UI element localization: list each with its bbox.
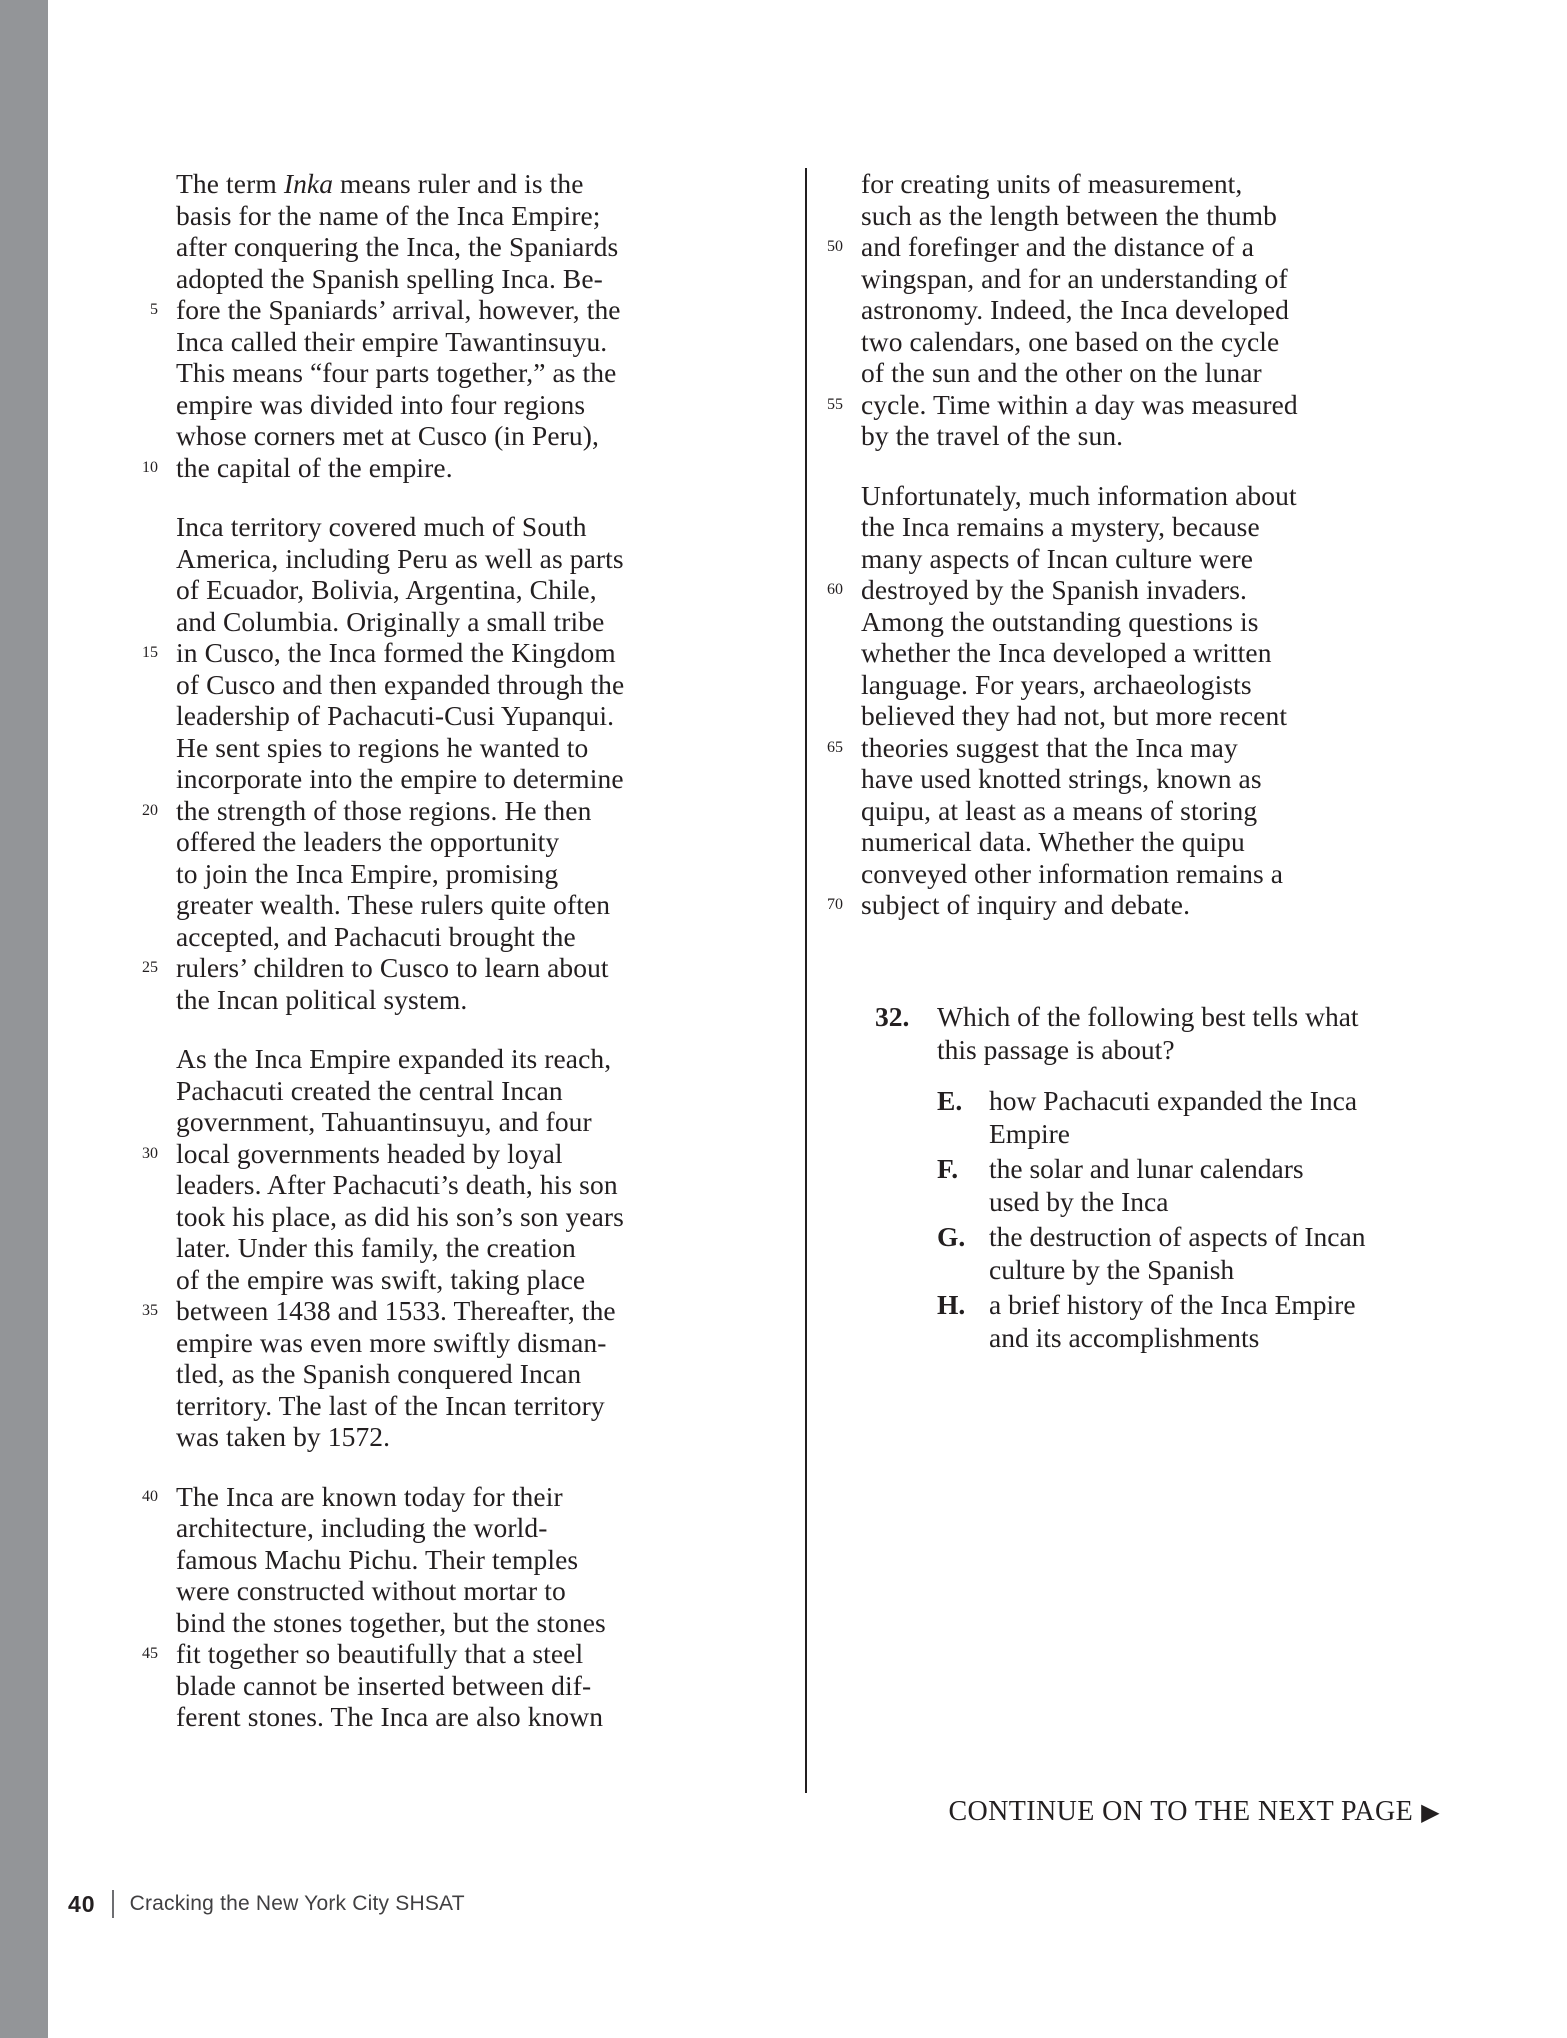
passage-line — [118, 952, 713, 984]
passage-line-text: in Cusco, the Inca formed the Kingdom — [176, 637, 616, 668]
passage-line — [118, 637, 713, 669]
answer-choice[interactable] — [937, 1288, 1475, 1354]
answer-choice-line-2: Empire — [989, 1118, 1070, 1149]
passage-line-text: of the sun and the other on the lunar — [861, 357, 1262, 388]
passage-line-text: the Incan political system. — [176, 983, 468, 1015]
passage-line — [118, 1670, 713, 1702]
passage-line — [118, 1390, 713, 1422]
passage-line — [803, 858, 1398, 890]
passage-line — [118, 574, 713, 606]
passage-line — [118, 606, 713, 638]
passage-line-text: Inca territory covered much of South — [176, 511, 587, 542]
passage-line — [118, 1327, 713, 1359]
line-number: 35 — [142, 1302, 158, 1319]
passage-line — [803, 669, 1398, 701]
passage-line-text: The term Inka means ruler and is the — [176, 168, 584, 199]
passage-line-text: believed they had not, but more recent — [861, 700, 1288, 731]
answer-choices — [875, 1084, 1475, 1354]
passage-line-text: astronomy. Indeed, the Inca developed — [861, 294, 1290, 325]
passage-line-text: rulers’ children to Cusco to learn about — [176, 952, 609, 983]
passage-line — [118, 357, 713, 389]
continue-label: CONTINUE ON TO THE NEXT PAGE — [948, 1796, 1414, 1827]
line-number: 65 — [827, 738, 843, 756]
passage-line-text: of Cusco and then expanded through the — [176, 668, 625, 700]
passage-line-text: many aspects of Incan culture were — [861, 542, 1254, 574]
passage-line-text: whether the Inca developed a written — [861, 637, 1272, 668]
passage-paragraph — [803, 480, 1398, 921]
passage-line — [803, 543, 1398, 575]
footer-divider — [112, 1890, 114, 1918]
passage-line — [118, 826, 713, 858]
question-block — [875, 1000, 1475, 1356]
passage-line-text: Inca called their empire Tawantinsuyu. — [176, 325, 608, 357]
passage-line — [803, 637, 1398, 669]
continue-notice — [948, 1795, 1440, 1830]
passage-line-text: cycle. Time within a day was measured — [861, 388, 1298, 420]
passage-line — [118, 231, 713, 263]
passage-line-text: fore the Spaniards’ arrival, however, the — [176, 294, 621, 325]
passage-line-text: the strength of those regions. He then — [176, 794, 592, 826]
line-number: 20 — [142, 801, 158, 819]
passage-line-text: This means “four parts together,” as the — [176, 357, 617, 388]
passage-line-text: accepted, and Pachacuti brought the — [176, 920, 576, 952]
passage-line — [118, 1169, 713, 1201]
question-stem — [937, 1000, 1475, 1066]
passage-line-text: after conquering the Inca, the Spaniards — [176, 231, 619, 262]
line-number: 45 — [142, 1645, 158, 1662]
passage-line-text: and forefinger and the distance of a — [861, 231, 1255, 262]
passage-line-text: to join the Inca Empire, promising — [176, 857, 559, 889]
passage-line — [803, 826, 1398, 858]
passage-line-text: conveyed other information remains a — [861, 857, 1284, 889]
passage-line-text: were constructed without mortar to — [176, 1575, 566, 1606]
page-number: 40 — [68, 1890, 96, 1917]
passage-right-column — [743, 168, 1398, 921]
passage-line — [118, 1607, 713, 1639]
passage-line-text: The Inca are known today for their — [176, 1480, 563, 1512]
answer-choice-letter: G. — [937, 1221, 966, 1252]
passage-line-text: whose corners met at Cusco (in Peru), — [176, 420, 599, 451]
book-title: Cracking the New York City SHSAT — [129, 1892, 465, 1915]
passage-line-text: famous Machu Pichu. Their temples — [176, 1543, 579, 1575]
passage-line — [118, 669, 713, 701]
answer-choice[interactable] — [937, 1220, 1475, 1286]
passage-line — [118, 984, 713, 1016]
passage-line — [118, 389, 713, 421]
passage-line-text: America, including Peru as well as parts — [176, 542, 624, 574]
passage-line — [118, 700, 713, 732]
passage-line-text: the Inca remains a mystery, because — [861, 511, 1260, 542]
passage-left-column — [118, 168, 743, 1733]
passage-line-text: local governments headed by loyal — [176, 1137, 563, 1169]
passage-line — [803, 732, 1398, 764]
passage-line-text: and Columbia. Originally a small tribe — [176, 605, 605, 637]
passage-line-text: was taken by 1572. — [176, 1421, 391, 1452]
passage-line — [118, 168, 713, 200]
passage-line-text: destroyed by the Spanish invaders. — [861, 574, 1248, 605]
passage-line — [118, 1201, 713, 1233]
passage-line — [118, 1638, 713, 1670]
passage-line — [118, 511, 713, 543]
passage-line — [118, 452, 713, 484]
passage-line — [803, 795, 1398, 827]
passage-line — [118, 1358, 713, 1390]
passage-line — [118, 1481, 713, 1513]
passage-line — [803, 574, 1398, 606]
passage-line-text: such as the length between the thumb — [861, 199, 1277, 231]
passage-line — [803, 231, 1398, 263]
passage-line-text: wingspan, and for an understanding of — [861, 262, 1288, 294]
answer-choice-line-2: used by the Inca — [989, 1186, 1169, 1217]
answer-choice-line-1: the destruction of aspects of Incan — [989, 1221, 1366, 1252]
passage-line-text: adopted the Spanish spelling Inca. Be- — [176, 262, 603, 294]
answer-choice-text — [989, 1220, 1475, 1286]
question-stem-line-2: this passage is about? — [937, 1034, 1175, 1065]
page-footer — [68, 1890, 465, 1918]
answer-choice-line-1: a brief history of the Inca Empire — [989, 1289, 1356, 1320]
passage-line — [803, 200, 1398, 232]
passage-line-text: leadership of Pachacuti-Cusi Yupanqui. — [176, 700, 615, 731]
line-number: 60 — [827, 581, 843, 598]
passage-line — [118, 889, 713, 921]
passage-line — [118, 200, 713, 232]
passage-line — [803, 480, 1398, 512]
passage-line — [118, 1232, 713, 1264]
passage-line-text: territory. The last of the Incan territory — [176, 1389, 605, 1421]
page-content — [48, 0, 1567, 2038]
passage-line-text: architecture, including the world- — [176, 1512, 548, 1543]
passage-line-text: for creating units of measurement, — [861, 168, 1243, 199]
passage-line — [118, 795, 713, 827]
passage-line — [118, 1512, 713, 1544]
passage-line — [118, 732, 713, 764]
answer-choice-line-2: and its accomplishments — [989, 1322, 1260, 1353]
question-stem-row — [875, 1000, 1475, 1066]
passage-line — [803, 889, 1398, 921]
answer-choice-line-1: how Pachacuti expanded the Inca — [989, 1085, 1358, 1116]
passage-line — [118, 543, 713, 575]
line-number: 50 — [827, 238, 843, 255]
passage-line — [803, 263, 1398, 295]
passage-paragraph — [118, 168, 713, 483]
passage-line-text: Unfortunately, much information about — [861, 479, 1297, 511]
passage-line-text: have used knotted strings, known as — [861, 763, 1262, 794]
passage-line — [118, 1421, 713, 1453]
italic-term: Inka — [283, 168, 334, 199]
line-number: 30 — [142, 1144, 158, 1162]
passage-line-text: numerical data. Whether the quipu — [861, 826, 1245, 857]
passage-line-text: subject of inquiry and debate. — [861, 889, 1191, 920]
passage-line-text: tled, as the Spanish conquered Incan — [176, 1358, 582, 1389]
answer-choice-letter: F. — [937, 1153, 959, 1184]
passage-line — [118, 763, 713, 795]
passage-paragraph — [118, 1481, 713, 1733]
passage-line — [118, 1075, 713, 1107]
page-edge-gray-bar — [0, 0, 48, 2038]
line-number: 5 — [150, 301, 158, 318]
passage-line-text: greater wealth. These rulers quite often — [176, 889, 611, 920]
passage-paragraph — [803, 168, 1398, 452]
passage-line — [803, 606, 1398, 638]
passage-line-text: government, Tahuantinsuyu, and four — [176, 1106, 592, 1137]
passage-line-text: of Ecuador, Bolivia, Argentina, Chile, — [176, 574, 597, 605]
passage-columns — [118, 168, 1438, 1733]
answer-choice[interactable] — [937, 1152, 1475, 1218]
passage-line-text: later. Under this family, the creation — [176, 1232, 576, 1263]
passage-line — [118, 921, 713, 953]
passage-line-text: by the travel of the sun. — [861, 420, 1124, 451]
passage-line — [118, 1295, 713, 1327]
line-number: 15 — [142, 644, 158, 661]
answer-choice-text — [989, 1084, 1475, 1150]
passage-line-text: of the empire was swift, taking place — [176, 1263, 586, 1295]
passage-line — [803, 326, 1398, 358]
answer-choice[interactable] — [937, 1084, 1475, 1150]
passage-line-text: fit together so beautifully that a steel — [176, 1638, 584, 1669]
passage-line-text: theories suggest that the Inca may — [861, 731, 1238, 763]
passage-line — [118, 294, 713, 326]
passage-line — [803, 357, 1398, 389]
passage-line — [118, 1106, 713, 1138]
passage-line — [803, 168, 1398, 200]
passage-line — [118, 1544, 713, 1576]
triangle-right-icon: ▶ — [1421, 1800, 1440, 1826]
passage-line — [118, 1575, 713, 1607]
line-number: 40 — [142, 1487, 158, 1505]
passage-line-text: basis for the name of the Inca Empire; — [176, 199, 601, 231]
line-number: 25 — [142, 959, 158, 976]
line-number: 10 — [142, 458, 158, 476]
passage-line-text: two calendars, one based on the cycle — [861, 325, 1280, 357]
passage-line — [118, 326, 713, 358]
passage-paragraph — [118, 511, 713, 1015]
line-number: 70 — [827, 896, 843, 913]
passage-line — [118, 1043, 713, 1075]
passage-line-text: language. For years, archaeologists — [861, 668, 1252, 700]
passage-line — [118, 1701, 713, 1733]
passage-line-text: quipu, at least as a means of storing — [861, 794, 1258, 826]
answer-choice-line-1: the solar and lunar calendars — [989, 1153, 1304, 1184]
passage-line-text: empire was even more swiftly disman- — [176, 1326, 607, 1358]
passage-line — [803, 294, 1398, 326]
passage-line — [803, 763, 1398, 795]
passage-line-text: empire was divided into four regions — [176, 388, 586, 420]
question-stem-line-1: Which of the following best tells what — [937, 1001, 1359, 1032]
answer-choice-text — [989, 1288, 1475, 1354]
passage-line-text: bind the stones together, but the stones — [176, 1606, 606, 1638]
passage-line — [118, 1264, 713, 1296]
passage-line-text: leaders. After Pachacuti’s death, his son — [176, 1169, 618, 1200]
answer-choice-line-2: culture by the Spanish — [989, 1254, 1235, 1285]
passage-line-text: He sent spies to regions he wanted to — [176, 731, 589, 763]
answer-choice-letter: E. — [937, 1085, 963, 1116]
passage-line — [118, 263, 713, 295]
passage-paragraph — [118, 1043, 713, 1453]
passage-line — [118, 420, 713, 452]
line-number: 55 — [827, 395, 843, 413]
passage-line-text: took his place, as did his son’s son years — [176, 1200, 624, 1232]
passage-line — [803, 420, 1398, 452]
passage-line — [803, 389, 1398, 421]
passage-line — [803, 700, 1398, 732]
passage-line-text: Among the outstanding questions is — [861, 605, 1259, 637]
passage-line-text: offered the leaders the opportunity — [176, 826, 560, 857]
passage-line — [118, 1138, 713, 1170]
passage-line-text: blade cannot be inserted between dif- — [176, 1669, 592, 1701]
passage-line-text: ferent stones. The Inca are also known — [176, 1701, 604, 1732]
passage-line — [118, 858, 713, 890]
passage-line-text: Pachacuti created the central Incan — [176, 1074, 563, 1106]
passage-line-text: between 1438 and 1533. Thereafter, the — [176, 1295, 616, 1326]
question-number: 32. — [875, 1001, 910, 1032]
passage-line-text: As the Inca Empire expanded its reach, — [176, 1043, 612, 1074]
passage-line-text: incorporate into the empire to determine — [176, 763, 624, 794]
answer-choice-text — [989, 1152, 1475, 1218]
passage-line-text: the capital of the empire. — [176, 451, 453, 483]
answer-choice-letter: H. — [937, 1289, 966, 1320]
passage-line — [803, 511, 1398, 543]
